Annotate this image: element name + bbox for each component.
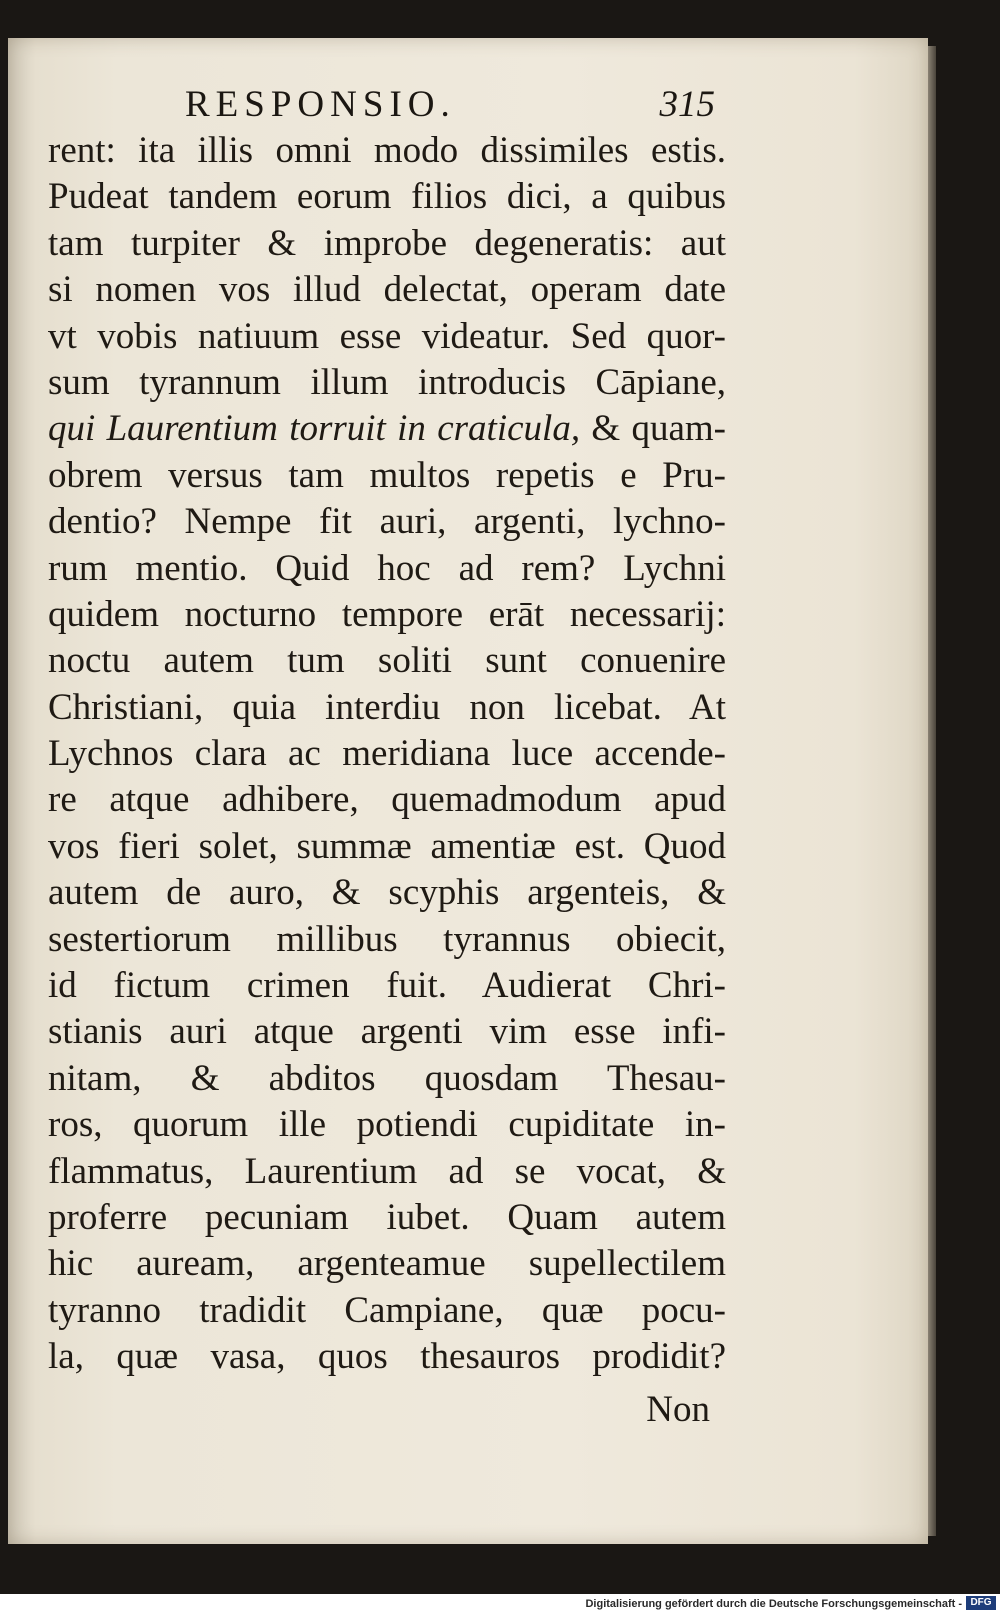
text-line: sum tyrannum illum introducis Cāpiane, xyxy=(48,361,726,403)
text-line: noctu autem tum soliti sunt conuenire xyxy=(48,640,726,682)
text-line: stianis auri atque argenti vim esse infi- xyxy=(48,1011,726,1053)
text-line: dentio? Nempe fit auri, argenti, lychno- xyxy=(48,501,726,543)
italic-quote: qui Laurentium torruit in craticula, xyxy=(48,408,581,450)
text-line: Pudeat tandem eorum filios dici, a quibus xyxy=(48,176,726,218)
text-line: id fictum crimen fuit. Audierat Chri- xyxy=(48,965,726,1007)
digitization-footer xyxy=(0,1594,1000,1614)
text-line: flammatus, Laurentium ad se vocat, & xyxy=(48,1150,726,1192)
text-line: sestertiorum millibus tyrannus obiecit, xyxy=(48,918,726,960)
text-line-tail: & quam- xyxy=(580,408,726,450)
text-line: rum mentio. Quid hoc ad rem? Lychni xyxy=(48,547,726,589)
text-line: re atque adhibere, quemadmodum apud xyxy=(48,779,726,821)
text-line: nitam, & abditos quosdam Thesau- xyxy=(48,1057,726,1099)
page-number: 315 xyxy=(659,84,715,125)
text-line: obrem versus tam multos repetis e Pru- xyxy=(48,454,726,496)
text-line: tam turpiter & improbe degeneratis: aut xyxy=(48,222,726,264)
text-line: ros, quorum ille potiendi cupiditate in- xyxy=(48,1104,726,1146)
text-line: proferre pecuniam iubet. Quam autem xyxy=(48,1196,726,1238)
text-line: rent: ita illis omni modo dissimiles estis. xyxy=(48,130,726,171)
page-header xyxy=(185,82,715,128)
dfg-logo-icon: DFG xyxy=(966,1596,996,1610)
text-line: hic auream, argenteamue supellectilem xyxy=(48,1243,726,1285)
text-line-with-italic-quote xyxy=(48,406,726,452)
text-line: Lychnos clara ac meridiana luce accende- xyxy=(48,733,726,775)
catchword: Non xyxy=(646,1389,710,1430)
footer-credit: Digitalisierung gefördert durch die Deutsche Forschungsgemeinschaft - xyxy=(585,1598,962,1610)
text-line: si nomen vos illud delectat, operam date xyxy=(48,269,726,311)
text-line: Christiani, quia interdiu non licebat. At xyxy=(48,686,726,728)
text-line: la, quæ vasa, quos thesauros prodidit? xyxy=(48,1336,726,1378)
text-line: vos fieri solet, summæ amentiæ est. Quod xyxy=(48,825,726,867)
text-line: autem de auro, & scyphis argenteis, & xyxy=(48,872,726,914)
text-line: quidem nocturno tempore erāt necessarij: xyxy=(48,593,726,635)
page-edge xyxy=(928,46,936,1536)
text-line: vt vobis natiuum esse videatur. Sed quor- xyxy=(48,315,726,357)
text-line: tyranno tradidit Campiane, quæ pocu- xyxy=(48,1289,726,1331)
running-title: RESPONSIO. xyxy=(185,84,456,125)
body-text xyxy=(48,128,726,1381)
